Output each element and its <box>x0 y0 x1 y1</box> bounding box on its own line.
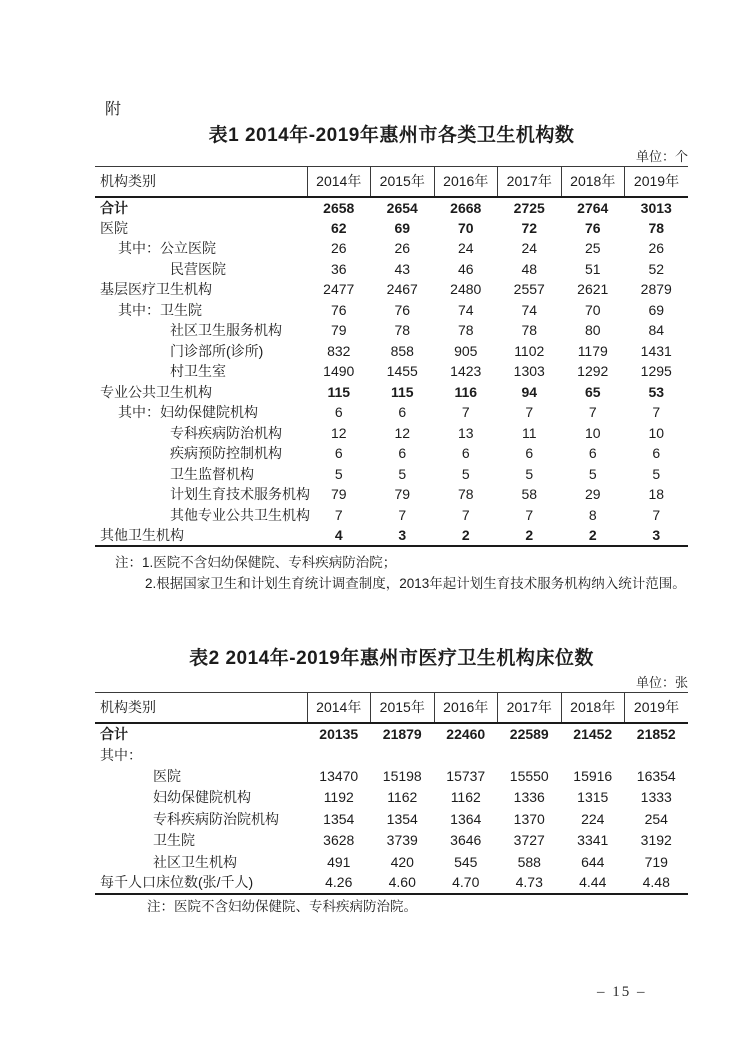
table-row <box>95 851 688 872</box>
cell-value: 3727 <box>513 832 545 849</box>
cell-value: 6 <box>525 445 534 462</box>
cell-value <box>307 744 371 765</box>
table2-unit-label: 单位：张 <box>635 675 688 690</box>
row-label: 医院 <box>153 767 181 784</box>
row-label: 合计 <box>100 199 128 216</box>
column-header-year: 2019年 <box>625 167 689 197</box>
cell-value: 62 <box>330 219 347 236</box>
table-row <box>95 259 688 280</box>
table1-body <box>95 197 688 547</box>
column-header-year: 2015年 <box>371 693 435 723</box>
cell-value <box>498 744 562 765</box>
cell-value: 4.48 <box>642 874 670 891</box>
cell-value: 74 <box>521 301 538 318</box>
cell-value: 78 <box>521 322 538 339</box>
cell-value: 78 <box>457 486 474 503</box>
cell-value: 6 <box>588 445 597 462</box>
cell-value: 21852 <box>636 725 676 742</box>
cell-value: 2 <box>525 527 534 543</box>
cell-value: 1303 <box>513 363 545 380</box>
row-label: 计划生育技术服务机构 <box>170 486 310 503</box>
table-row <box>95 238 688 259</box>
page-number: – 15 – <box>597 984 647 1000</box>
cell-value: 5 <box>588 465 597 482</box>
row-label: 社区卫生机构 <box>153 853 237 870</box>
cell-value: 7 <box>525 404 534 421</box>
table2-body <box>95 723 688 894</box>
cell-value: 25 <box>584 240 601 257</box>
cell-value: 7 <box>652 506 661 523</box>
cell-value: 76 <box>394 301 411 318</box>
cell-value: 10 <box>648 424 665 441</box>
cell-value: 78 <box>648 219 665 236</box>
cell-value: 4.60 <box>388 874 416 891</box>
cell-value: 5 <box>525 465 534 482</box>
cell-value: 20135 <box>319 725 359 742</box>
cell-value: 7 <box>334 506 343 523</box>
cell-value: 46 <box>457 260 474 277</box>
cell-value: 4 <box>334 527 343 543</box>
cell-value: 1423 <box>450 363 482 380</box>
row-label: 社区卫生服务机构 <box>170 322 282 339</box>
cell-value: 4.73 <box>515 874 543 891</box>
column-header-year: 2014年 <box>307 693 371 723</box>
column-header-year: 2017年 <box>498 693 562 723</box>
table-row <box>95 218 688 239</box>
table-row <box>95 765 688 786</box>
cell-value: 1295 <box>640 363 672 380</box>
row-label: 其中：卫生院 <box>118 301 202 318</box>
cell-value: 224 <box>581 810 605 827</box>
row-label: 医院 <box>100 219 128 236</box>
cell-value: 15198 <box>382 767 422 784</box>
cell-value: 79 <box>330 486 347 503</box>
cell-value: 2477 <box>323 281 355 298</box>
cell-value: 116 <box>454 383 478 400</box>
column-header-category: 机构类别 <box>95 167 307 197</box>
cell-value: 3013 <box>640 199 672 216</box>
cell-value: 115 <box>390 383 414 400</box>
cell-value: 69 <box>648 301 665 318</box>
cell-value: 7 <box>588 404 597 421</box>
cell-value: 1364 <box>450 810 482 827</box>
table-row <box>95 382 688 403</box>
cell-value: 2658 <box>323 199 355 216</box>
row-label: 其中： <box>100 746 142 763</box>
cell-value: 4.70 <box>452 874 480 891</box>
column-header-year: 2016年 <box>434 693 498 723</box>
table1-health-institutions <box>95 166 688 547</box>
cell-value: 13 <box>457 424 474 441</box>
cell-value: 76 <box>584 219 601 236</box>
cell-value: 22589 <box>509 725 549 742</box>
cell-value: 26 <box>648 240 665 257</box>
attachment-label: 附 <box>105 101 123 118</box>
cell-value: 69 <box>394 219 411 236</box>
cell-value: 21452 <box>573 725 613 742</box>
cell-value: 15550 <box>509 767 549 784</box>
cell-value: 1333 <box>640 789 672 806</box>
table-row <box>95 423 688 444</box>
table-row <box>95 505 688 526</box>
cell-value: 115 <box>327 383 351 400</box>
cell-value: 1490 <box>323 363 355 380</box>
cell-value: 7 <box>461 506 470 523</box>
table-row <box>95 744 688 765</box>
cell-value <box>371 744 435 765</box>
table-row <box>95 361 688 382</box>
row-label: 卫生监督机构 <box>170 465 254 482</box>
cell-value: 58 <box>521 486 538 503</box>
cell-value: 1162 <box>387 789 418 806</box>
row-label: 门诊部所(诊所) <box>170 342 264 359</box>
cell-value: 491 <box>327 853 351 870</box>
cell-value: 8 <box>588 506 597 523</box>
cell-value: 1455 <box>386 363 418 380</box>
cell-value: 3192 <box>640 832 672 849</box>
cell-value: 29 <box>584 486 601 503</box>
cell-value: 3341 <box>577 832 609 849</box>
cell-value: 2557 <box>513 281 545 298</box>
cell-value: 1292 <box>577 363 609 380</box>
cell-value: 1192 <box>323 789 354 806</box>
cell-value: 644 <box>581 853 605 870</box>
column-header-year: 2019年 <box>625 693 689 723</box>
row-label: 其他卫生机构 <box>100 527 184 543</box>
cell-value: 15916 <box>573 767 613 784</box>
cell-value: 7 <box>461 404 470 421</box>
cell-value: 3739 <box>386 832 418 849</box>
cell-value: 2621 <box>577 281 609 298</box>
cell-value: 10 <box>584 424 601 441</box>
table-row <box>95 723 688 744</box>
cell-value: 5 <box>398 465 407 482</box>
cell-value: 2764 <box>577 199 609 216</box>
row-label: 基层医疗卫生机构 <box>100 281 212 298</box>
cell-value: 12 <box>330 424 347 441</box>
cell-value: 1354 <box>386 810 418 827</box>
column-header-year: 2018年 <box>561 693 625 723</box>
cell-value: 905 <box>454 342 478 359</box>
cell-value: 5 <box>334 465 343 482</box>
cell-value: 4.44 <box>579 874 607 891</box>
table2-header-row <box>95 693 688 723</box>
cell-value: 74 <box>457 301 474 318</box>
table2-hospital-beds <box>95 692 688 895</box>
row-label: 其中：妇幼保健院机构 <box>118 404 258 421</box>
cell-value: 5 <box>461 465 470 482</box>
cell-value: 254 <box>644 810 668 827</box>
cell-value: 1354 <box>323 810 355 827</box>
cell-value: 545 <box>454 853 478 870</box>
cell-value: 2480 <box>450 281 482 298</box>
row-label: 妇幼保健院机构 <box>153 789 251 806</box>
cell-value: 7 <box>398 506 407 523</box>
table-row <box>95 787 688 808</box>
cell-value: 588 <box>517 853 541 870</box>
column-header-year: 2014年 <box>307 167 371 197</box>
cell-value: 79 <box>394 486 411 503</box>
cell-value: 719 <box>644 853 668 870</box>
cell-value: 3 <box>398 527 407 543</box>
cell-value: 65 <box>584 383 601 400</box>
cell-value: 1102 <box>514 342 545 359</box>
row-label: 民营医院 <box>170 260 226 277</box>
cell-value: 79 <box>330 322 347 339</box>
cell-value: 78 <box>394 322 411 339</box>
cell-value: 76 <box>330 301 347 318</box>
table-row <box>95 320 688 341</box>
cell-value: 48 <box>521 260 538 277</box>
table1-title: 表1 2014年-2019年惠州市各类卫生机构数 <box>208 125 575 146</box>
cell-value: 6 <box>398 445 407 462</box>
cell-value: 78 <box>457 322 474 339</box>
table-row <box>95 197 688 218</box>
cell-value: 36 <box>330 260 347 277</box>
table1-header <box>95 167 688 197</box>
cell-value: 2 <box>461 527 470 543</box>
column-header-year: 2018年 <box>561 167 625 197</box>
cell-value: 2668 <box>450 199 482 216</box>
table-row <box>95 525 688 546</box>
cell-value: 3628 <box>323 832 355 849</box>
cell-value: 5 <box>652 465 661 482</box>
cell-value: 11 <box>521 424 537 441</box>
cell-value: 94 <box>521 383 538 400</box>
cell-value: 2879 <box>640 281 672 298</box>
row-label: 卫生院 <box>153 832 195 849</box>
cell-value: 6 <box>334 404 343 421</box>
column-header-year: 2017年 <box>498 167 562 197</box>
cell-value: 6 <box>398 404 407 421</box>
cell-value: 7 <box>652 404 661 421</box>
row-label: 村卫生室 <box>170 363 226 380</box>
table-row <box>95 300 688 321</box>
cell-value: 26 <box>394 240 411 257</box>
table-row <box>95 484 688 505</box>
cell-value: 16354 <box>636 767 676 784</box>
row-label: 其他专业公共卫生机构 <box>170 506 310 523</box>
cell-value: 22460 <box>446 725 486 742</box>
cell-value: 24 <box>457 240 474 257</box>
cell-value: 21879 <box>382 725 422 742</box>
cell-value: 84 <box>648 322 665 339</box>
cell-value: 72 <box>521 219 538 236</box>
table-row <box>95 808 688 829</box>
table2-note: 注：医院不含妇幼保健院、专科疾病防治院。 <box>147 899 417 914</box>
cell-value: 80 <box>584 322 601 339</box>
cell-value: 15737 <box>446 767 486 784</box>
cell-value: 51 <box>584 260 601 277</box>
row-label: 合计 <box>100 725 128 742</box>
cell-value: 24 <box>521 240 538 257</box>
column-header-category: 机构类别 <box>95 693 307 723</box>
cell-value: 6 <box>461 445 470 462</box>
row-label: 疾病预防控制机构 <box>170 445 282 462</box>
cell-value: 26 <box>330 240 347 257</box>
cell-value: 858 <box>390 342 414 359</box>
cell-value: 6 <box>334 445 343 462</box>
cell-value: 13470 <box>319 767 359 784</box>
cell-value: 3646 <box>450 832 482 849</box>
cell-value <box>625 744 689 765</box>
table-row <box>95 341 688 362</box>
column-header-year: 2016年 <box>434 167 498 197</box>
cell-value: 2725 <box>513 199 545 216</box>
cell-value: 1431 <box>640 342 672 359</box>
table2-header <box>95 693 688 723</box>
cell-value: 7 <box>525 506 534 523</box>
table-row <box>95 872 688 893</box>
table2-title: 表2 2014年-2019年惠州市医疗卫生机构床位数 <box>189 648 594 669</box>
table1-note-2: 2.根据国家卫生和计划生育统计调查制度，2013年起计划生育技术服务机构纳入统计范围。 <box>145 576 686 591</box>
table1-header-row <box>95 167 688 197</box>
cell-value: 420 <box>390 853 414 870</box>
table-row <box>95 443 688 464</box>
cell-value: 52 <box>648 260 665 277</box>
cell-value: 1370 <box>513 810 545 827</box>
table1-note-1: 注：1.医院不含妇幼保健院、专科疾病防治院； <box>115 555 397 570</box>
cell-value: 1162 <box>450 789 481 806</box>
cell-value: 70 <box>584 301 601 318</box>
table-row <box>95 464 688 485</box>
cell-value: 18 <box>648 486 665 503</box>
cell-value: 6 <box>652 445 661 462</box>
cell-value: 2654 <box>386 199 418 216</box>
cell-value: 1179 <box>577 342 608 359</box>
cell-value <box>434 744 498 765</box>
cell-value: 2 <box>588 527 597 543</box>
table1-notes <box>115 552 686 594</box>
cell-value: 832 <box>327 342 351 359</box>
table1-unit-label: 单位：个 <box>635 149 688 164</box>
table-row <box>95 402 688 423</box>
table-row <box>95 279 688 300</box>
table-row <box>95 829 688 850</box>
cell-value: 70 <box>457 219 474 236</box>
cell-value: 53 <box>648 383 665 400</box>
cell-value: 2467 <box>386 281 418 298</box>
cell-value: 1336 <box>513 789 545 806</box>
cell-value: 3 <box>652 527 661 543</box>
cell-value: 4.26 <box>325 874 353 891</box>
cell-value: 43 <box>394 260 411 277</box>
row-label: 专科疾病防治机构 <box>170 424 282 441</box>
cell-value <box>561 744 625 765</box>
row-label: 其中：公立医院 <box>118 240 216 257</box>
column-header-year: 2015年 <box>371 167 435 197</box>
cell-value: 1315 <box>577 789 609 806</box>
row-label: 每千人口床位数(张/千人) <box>100 874 254 891</box>
row-label: 专科疾病防治院机构 <box>153 810 279 827</box>
row-label: 专业公共卫生机构 <box>100 383 212 400</box>
cell-value: 12 <box>394 424 411 441</box>
